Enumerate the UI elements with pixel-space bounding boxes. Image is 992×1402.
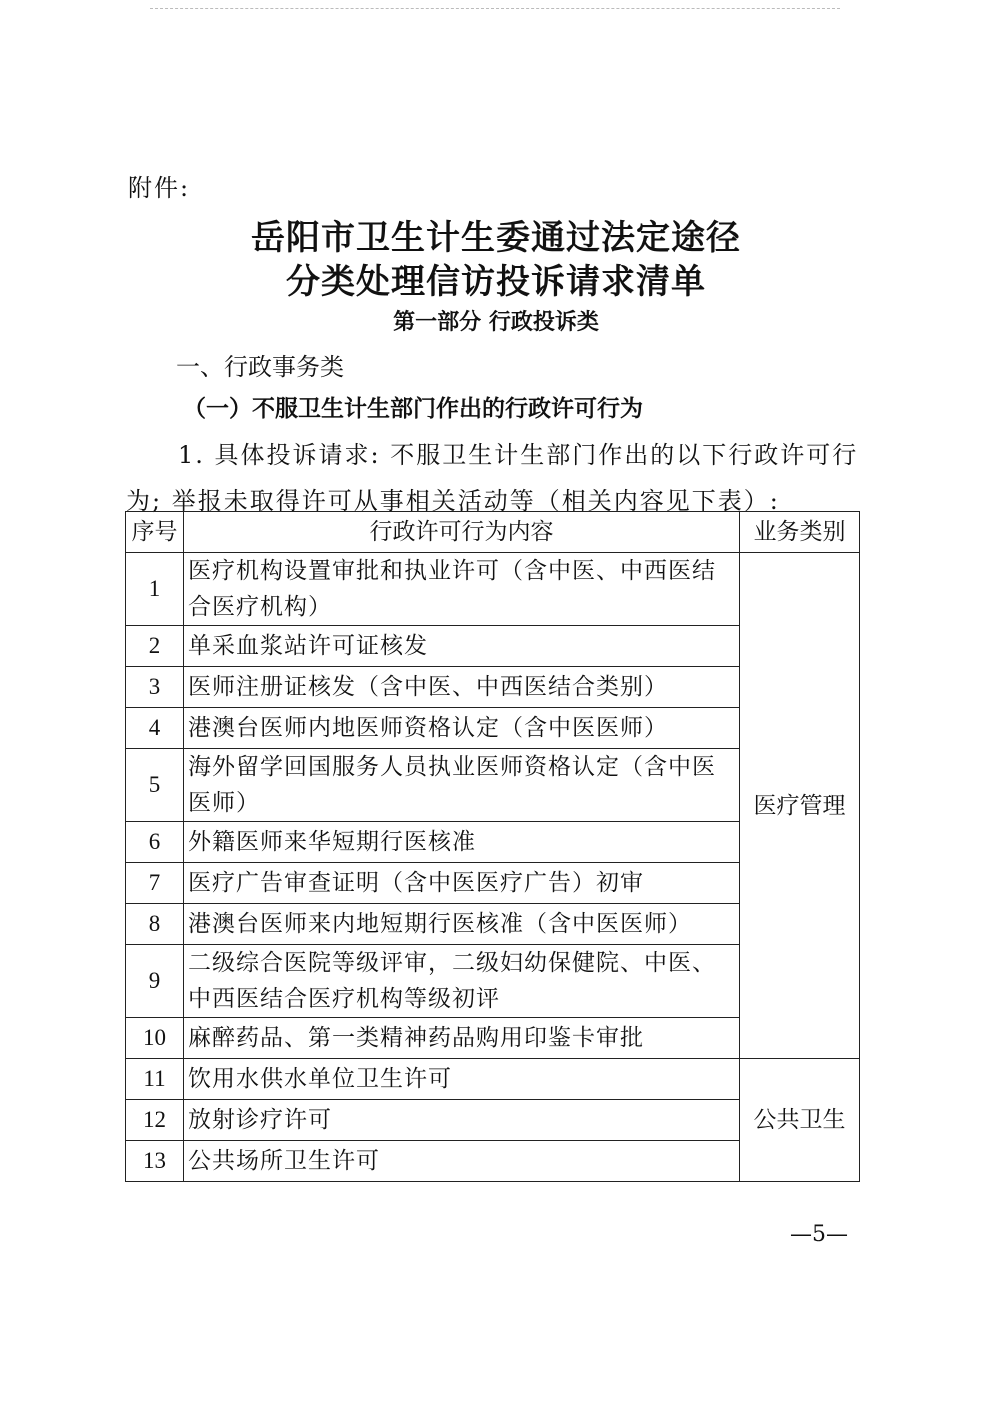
row-content: 公共场所卫生许可 <box>184 1141 740 1182</box>
document-title-line-2: 分类处理信访投诉请求清单 <box>286 262 706 302</box>
row-content: 医师注册证核发（含中医、中西医结合类别） <box>184 667 740 708</box>
row-number: 13 <box>126 1141 184 1182</box>
row-number: 1 <box>126 553 184 626</box>
row-content: 医疗机构设置审批和执业许可（含中医、中西医结合医疗机构） <box>184 553 740 626</box>
section-heading: 一、行政事务类 <box>176 353 344 381</box>
row-number: 8 <box>126 904 184 945</box>
row-content: 单采血浆站许可证核发 <box>184 626 740 667</box>
row-number: 7 <box>126 863 184 904</box>
row-content: 放射诊疗许可 <box>184 1100 740 1141</box>
subsection-heading: （一）不服卫生计生部门作出的行政许可行为 <box>183 395 643 422</box>
scan-edge-mark <box>150 8 840 15</box>
row-content: 二级综合医院等级评审，二级妇幼保健院、中医、中西医结合医疗机构等级初评 <box>184 945 740 1018</box>
row-number: 11 <box>126 1059 184 1100</box>
row-content: 海外留学回国服务人员执业医师资格认定（含中医医师） <box>184 749 740 822</box>
category-medical: 医疗管理 <box>740 553 860 1059</box>
row-number: 12 <box>126 1100 184 1141</box>
row-content: 麻醉药品、第一类精神药品购用印鉴卡审批 <box>184 1018 740 1059</box>
row-content: 外籍医师来华短期行医核准 <box>184 822 740 863</box>
row-number: 9 <box>126 945 184 1018</box>
license-table <box>125 511 860 1182</box>
table-row <box>126 553 860 626</box>
category-public: 公共卫生 <box>740 1059 860 1182</box>
document-title-line-1: 岳阳市卫生计生委通过法定途径 <box>251 218 741 258</box>
header-category: 业务类别 <box>740 512 860 553</box>
header-number: 序号 <box>126 512 184 553</box>
part-subtitle: 第一部分 行政投诉类 <box>393 310 599 335</box>
row-number: 6 <box>126 822 184 863</box>
page-number: —5— <box>790 1222 848 1247</box>
header-content: 行政许可行为内容 <box>184 512 740 553</box>
row-number: 4 <box>126 708 184 749</box>
table-header-row <box>126 512 860 553</box>
table-row <box>126 1059 860 1100</box>
row-number: 5 <box>126 749 184 822</box>
row-content: 医疗广告审查证明（含中医医疗广告）初审 <box>184 863 740 904</box>
row-number: 3 <box>126 667 184 708</box>
row-number: 2 <box>126 626 184 667</box>
complaint-paragraph: 1. 具体投诉请求: 不服卫生计生部门作出的以下行政许可行为; 举报未取得许可从事相关活动等（相关内容见下表）: <box>126 441 859 515</box>
row-content: 饮用水供水单位卫生许可 <box>184 1059 740 1100</box>
row-number: 10 <box>126 1018 184 1059</box>
row-content: 港澳台医师来内地短期行医核准（含中医医师） <box>184 904 740 945</box>
row-content: 港澳台医师内地医师资格认定（含中医医师） <box>184 708 740 749</box>
attachment-label: 附件: <box>128 174 191 202</box>
